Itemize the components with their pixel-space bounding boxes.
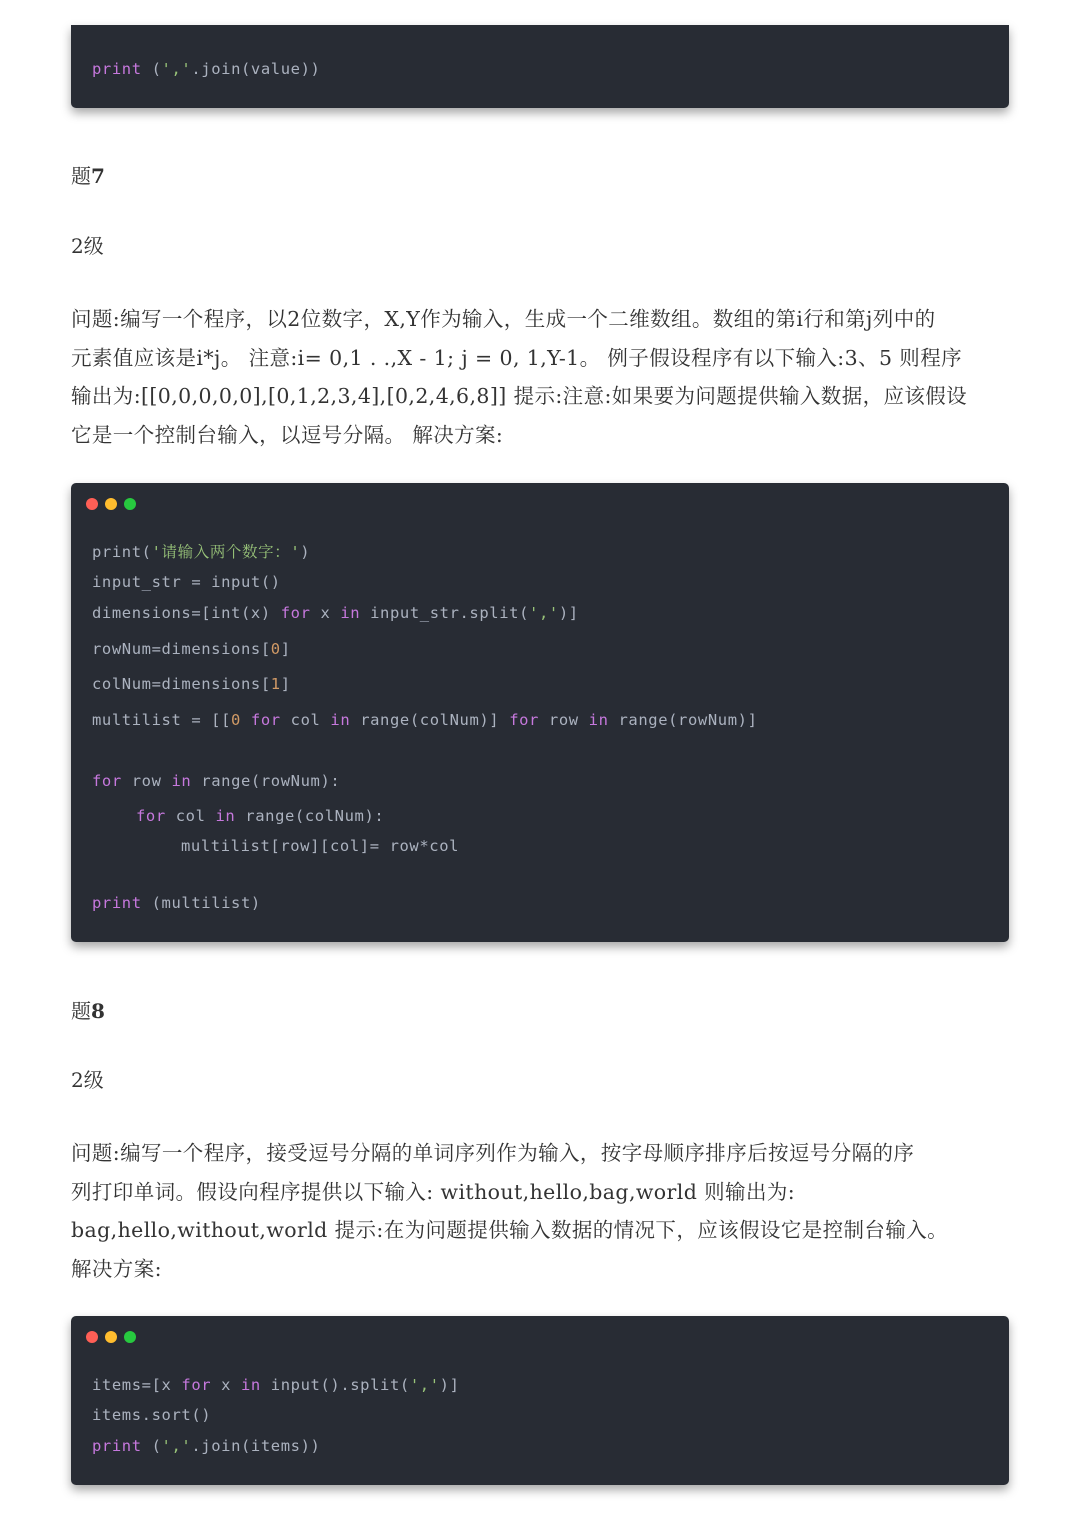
code-block-q7: [71, 483, 1009, 942]
question-7-title: 题7: [71, 164, 105, 188]
question-7-level: 2级: [71, 234, 104, 258]
code-line: multilist = [[0 for col in range(colNum)] for row in range(rowNum)]: [92, 711, 758, 729]
code-line: items.sort(): [92, 1406, 212, 1424]
green-light-icon: [124, 1331, 136, 1343]
code-line: print (multilist): [92, 894, 261, 912]
question-8-level: 2级: [71, 1068, 104, 1092]
code-line: for col in range(colNum):: [136, 807, 385, 825]
code-line: for row in range(rowNum):: [92, 772, 341, 790]
code-line: print (','.join(items)): [92, 1437, 321, 1455]
code-line: items=[x for x in input().split(',')]: [92, 1376, 460, 1394]
code-line: print (','.join(value)): [92, 60, 321, 78]
code-line: print('请输入两个数字：'): [92, 543, 311, 561]
code-line: input_str = input(): [92, 573, 281, 591]
code-line: colNum=dimensions[1]: [92, 675, 291, 693]
green-light-icon: [124, 498, 136, 510]
code-block-q8: [71, 1316, 1009, 1485]
yellow-light-icon: [105, 498, 117, 510]
question-7-problem: 问题:编写一个程序，以2位数字，X,Y作为输入，生成一个二维数组。数组的第i行和第j列中的 元素值应该是i*j。 注意:i= 0,1 . .,X - 1; j = 0, 1,Y-1。 例子假设程序有以下输入:3、5 则程序 输出为:[[0,0,0,0,0],[0,1,2,3,4],[0,2,4,6,8]] 提示:注意:如果要为问题提供输入数据，应该假设 它是一个控制台输入，以逗号分隔。 解决方案:: [71, 307, 968, 447]
question-8-problem: 问题:编写一个程序，接受逗号分隔的单词序列作为输入，按字母顺序排序后按逗号分隔的序 列打印单词。假设向程序提供以下输入: without,hello,bag,world 则输出为: bag,hello,without,world 提示:在为问题提供输入数据的情况下，应该假设它是控制台输入。 解决方案:: [71, 1141, 949, 1281]
code-line: multilist[row][col]= row*col: [181, 837, 460, 855]
yellow-light-icon: [105, 1331, 117, 1343]
window-lights: [86, 1331, 143, 1343]
code-block-top: [71, 25, 1009, 108]
red-light-icon: [86, 1331, 98, 1343]
window-lights: [86, 498, 143, 510]
code-line: dimensions=[int(x) for x in input_str.split(',')]: [92, 604, 579, 622]
red-light-icon: [86, 498, 98, 510]
question-8-title: 题8: [71, 999, 105, 1023]
code-line: rowNum=dimensions[0]: [92, 640, 291, 658]
